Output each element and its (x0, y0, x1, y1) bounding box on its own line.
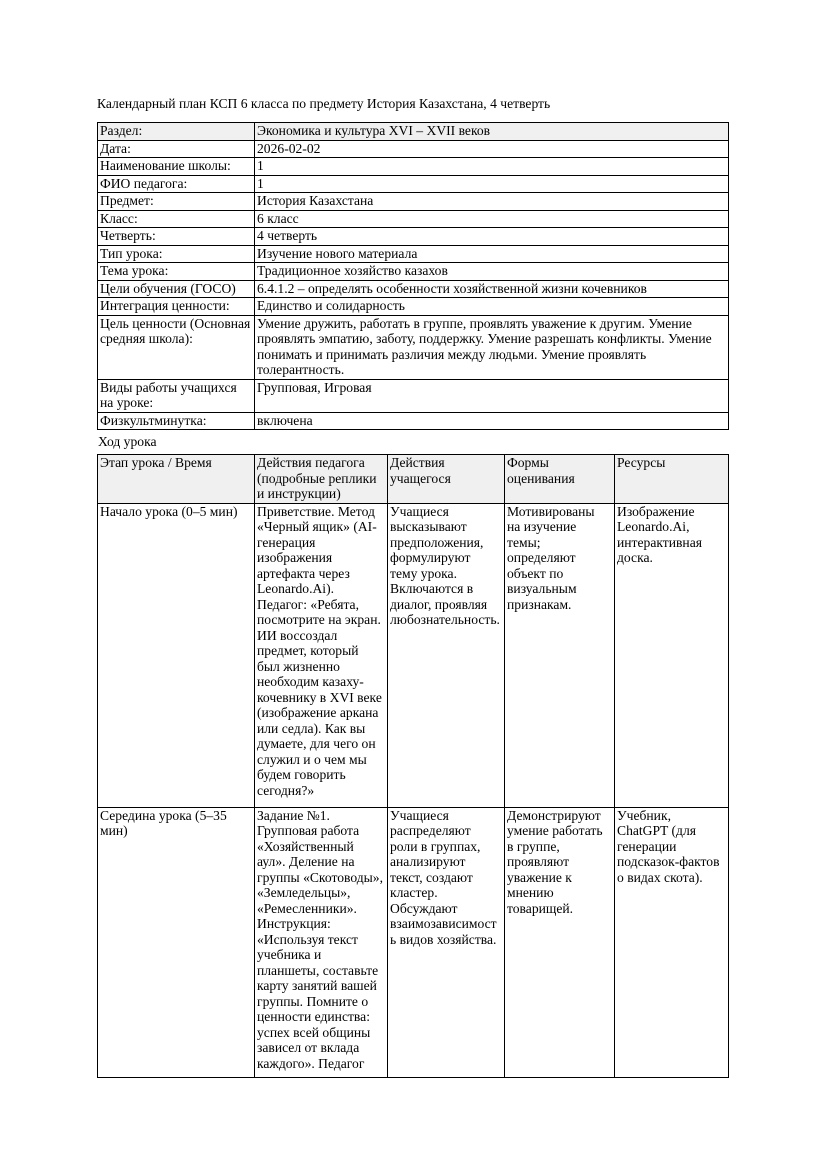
info-value: 1 (255, 175, 729, 193)
info-label: Цели обучения (ГОСО) (98, 280, 255, 298)
flow-row-lesson-start (98, 503, 729, 807)
flow-cell-teacher: Приветствие. Метод «Черный ящик» (AI-генерация изображения артефакта через Leonardo.Ai). Педагог: «Ребята, посмотрите на экран. ИИ воссоздал предмет, который был жизненно необходим казаху-кочевнику в XVI веке (изображение аркана или седла). Как вы думаете, для чего он служил и о чем мы будем говорить сегодня?» (255, 503, 388, 807)
info-row-lesson-type (98, 245, 729, 263)
info-value: 1 (255, 158, 729, 176)
info-value: включена (255, 412, 729, 430)
info-row-subject (98, 193, 729, 211)
info-label: Физкультминутка: (98, 412, 255, 430)
flow-section-heading: Ход урока (98, 434, 157, 449)
info-label: Тип урока: (98, 245, 255, 263)
info-row-teacher (98, 175, 729, 193)
info-value: Групповая, Игровая (255, 379, 729, 412)
info-label: Цель ценности (Основная средняя школа): (98, 315, 255, 379)
info-row-lesson-theme (98, 263, 729, 281)
info-label: Предмет: (98, 193, 255, 211)
info-label: Раздел: (98, 123, 255, 141)
info-value: Единство и солидарность (255, 298, 729, 316)
info-label: Виды работы учащихся на уроке: (98, 379, 255, 412)
info-row-quarter (98, 228, 729, 246)
info-label: Интеграция ценности: (98, 298, 255, 316)
info-label: Четверть: (98, 228, 255, 246)
info-value: История Казахстана (255, 193, 729, 211)
info-row-razdel (98, 123, 729, 141)
info-row-school (98, 158, 729, 176)
flow-header-resources: Ресурсы (615, 455, 729, 504)
flow-cell-stage: Начало урока (0–5 мин) (98, 503, 255, 807)
flow-header-stage: Этап урока / Время (98, 455, 255, 504)
flow-header-teacher-actions: Действия педагога (подробные реплики и инструкции) (255, 455, 388, 504)
info-value: Изучение нового материала (255, 245, 729, 263)
flow-cell-teacher: Задание №1. Групповая работа «Хозяйственный аул». Деление на группы «Скотоводы», «Земледельцы», «Ремесленники». Инструкция: «Используя текст учебника и планшеты, составьте карту занятий вашей группы. Помните о ценности единства: успех всей общины зависел от вклада каждого». Педагог (255, 807, 388, 1077)
flow-cell-assessment: Демонстрируют умение работать в группе, проявляют уважение к мнению товарищей. (505, 807, 615, 1077)
info-row-physminute (98, 412, 729, 430)
document-title: Календарный план КСП 6 класса по предмету История Казахстана, 4 четверть (97, 96, 551, 111)
info-label: Тема урока: (98, 263, 255, 281)
lesson-flow-table (97, 454, 729, 1078)
info-value: 6.4.1.2 – определять особенности хозяйственной жизни кочевников (255, 280, 729, 298)
info-value: 6 класс (255, 210, 729, 228)
info-label: Наименование школы: (98, 158, 255, 176)
lesson-info-table (97, 122, 729, 430)
document-page (97, 96, 728, 1078)
info-value: Традиционное хозяйство казахов (255, 263, 729, 281)
flow-header-assessment: Формы оценивания (505, 455, 615, 504)
info-label: ФИО педагога: (98, 175, 255, 193)
info-row-data (98, 140, 729, 158)
flow-header-row (98, 455, 729, 504)
info-value: Экономика и культура XVI – XVII веков (255, 123, 729, 141)
info-value: 2026-02-02 (255, 140, 729, 158)
info-row-work-types (98, 379, 729, 412)
info-label: Класс: (98, 210, 255, 228)
info-label: Дата: (98, 140, 255, 158)
info-value: Умение дружить, работать в группе, проявлять уважение к другим. Умение проявлять эмпатию, заботу, поддержку. Умение разрешать конфликты. Умение понимать и принимать различия между людьми. Умение проявлять толерантность. (255, 315, 729, 379)
info-row-value-goal (98, 315, 729, 379)
flow-cell-assessment: Мотивированы на изучение темы; определяют объект по визуальным признакам. (505, 503, 615, 807)
flow-cell-resources: Учебник, ChatGPT (для генерации подсказок-фактов о видах скота). (615, 807, 729, 1077)
flow-cell-resources: Изображение Leonardo.Ai, интерактивная доска. (615, 503, 729, 807)
info-value: 4 четверть (255, 228, 729, 246)
info-row-values-integration (98, 298, 729, 316)
flow-row-lesson-middle (98, 807, 729, 1077)
flow-cell-stage: Середина урока (5–35 мин) (98, 807, 255, 1077)
info-row-class (98, 210, 729, 228)
flow-cell-student: Учащиеся высказывают предположения, формулируют тему урока. Включаются в диалог, проявляя любознательность. (388, 503, 505, 807)
info-row-goals (98, 280, 729, 298)
flow-header-student-actions: Действия учащегося (388, 455, 505, 504)
flow-cell-student: Учащиеся распределяют роли в группах, анализируют текст, создают кластер. Обсуждают взаимозависимость видов хозяйства. (388, 807, 505, 1077)
